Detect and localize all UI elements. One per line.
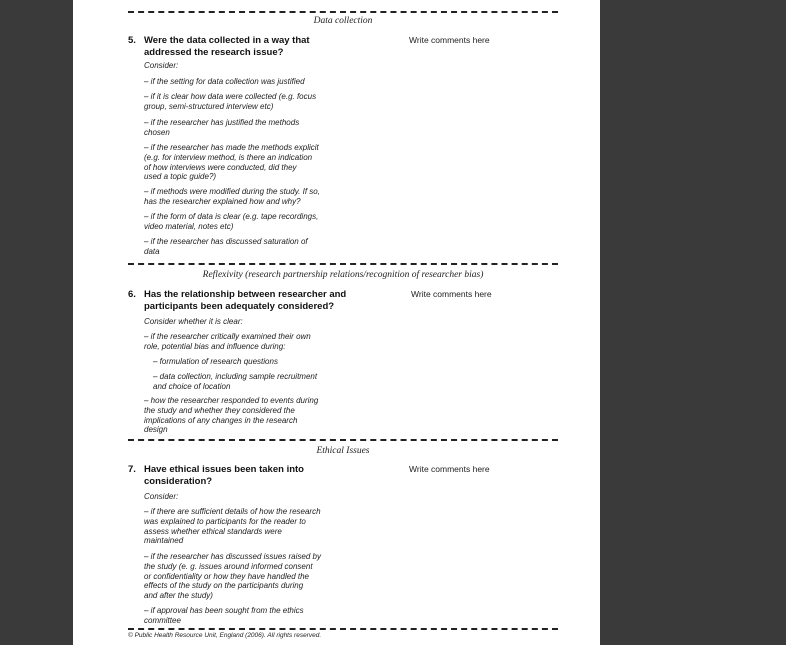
section-divider bbox=[128, 263, 558, 265]
section-divider bbox=[128, 439, 558, 441]
comment-field[interactable]: Write comments here bbox=[409, 464, 490, 474]
comment-field[interactable]: Write comments here bbox=[409, 35, 490, 45]
consider-item: – if it is clear how data were collected (e.g. focus group, semi-structured interview etc) bbox=[144, 92, 317, 111]
section-title-data-collection: Data collection bbox=[313, 16, 373, 26]
question-text: Has the relationship between researcher and participants been adequately considered? bbox=[144, 289, 347, 312]
consider-item: – if methods were modified during the study. If so, has the researcher explained how and why? bbox=[144, 187, 320, 206]
question-number: 5. bbox=[128, 35, 136, 46]
question-number: 7. bbox=[128, 464, 136, 475]
consider-label: Consider whether it is clear: bbox=[144, 317, 243, 326]
section-title-ethical-issues: Ethical Issues bbox=[316, 446, 370, 456]
consider-item: – if approval has been sought from the ethics committee bbox=[144, 606, 304, 625]
consider-sub-item: – data collection, including sample recruitment and choice of location bbox=[153, 372, 318, 391]
consider-sub-item: – formulation of research questions bbox=[153, 357, 278, 366]
section-divider bbox=[128, 11, 558, 13]
consider-item: – if the researcher has discussed issues raised by the study (e. g. issues around informed consent or confidentiality or how they have handled the effects of the study on the participants during and after the study) bbox=[144, 552, 321, 601]
consider-item: – if there are sufficient details of how the research was explained to participants for the reader to assess whether ethical standards were maintained bbox=[144, 507, 321, 546]
section-divider bbox=[128, 628, 558, 630]
section-title-reflexivity: Reflexivity (research partnership relations/recognition of researcher bias) bbox=[202, 270, 484, 280]
consider-item: – if the researcher has made the methods explicit (e.g. for interview method, is there an indication of how interviews were conducted, did they used a topic guide?) bbox=[144, 143, 319, 182]
copyright-footer: © Public Health Resource Unit, England (2006). All rights reserved. bbox=[128, 632, 322, 639]
question-text: Were the data collected in a way that addressed the research issue? bbox=[144, 35, 310, 58]
consider-item: – if the form of data is clear (e.g. tape recordings, video material, notes etc) bbox=[144, 212, 319, 231]
document-page bbox=[73, 0, 600, 645]
consider-item: – if the researcher critically examined their own role, potential bias and influence during: bbox=[144, 332, 311, 351]
consider-item: – if the researcher has discussed saturation of data bbox=[144, 237, 308, 256]
consider-label: Consider: bbox=[144, 61, 179, 70]
consider-item: – if the researcher has justified the methods chosen bbox=[144, 118, 300, 137]
comment-field[interactable]: Write comments here bbox=[411, 289, 492, 299]
consider-label: Consider: bbox=[144, 492, 179, 501]
consider-item: – how the researcher responded to events during the study and whether they considered the implications of any changes in the research design bbox=[144, 396, 319, 435]
question-text: Have ethical issues been taken into consideration? bbox=[144, 464, 304, 487]
question-number: 6. bbox=[128, 289, 136, 300]
consider-item: – if the setting for data collection was justified bbox=[144, 77, 305, 86]
